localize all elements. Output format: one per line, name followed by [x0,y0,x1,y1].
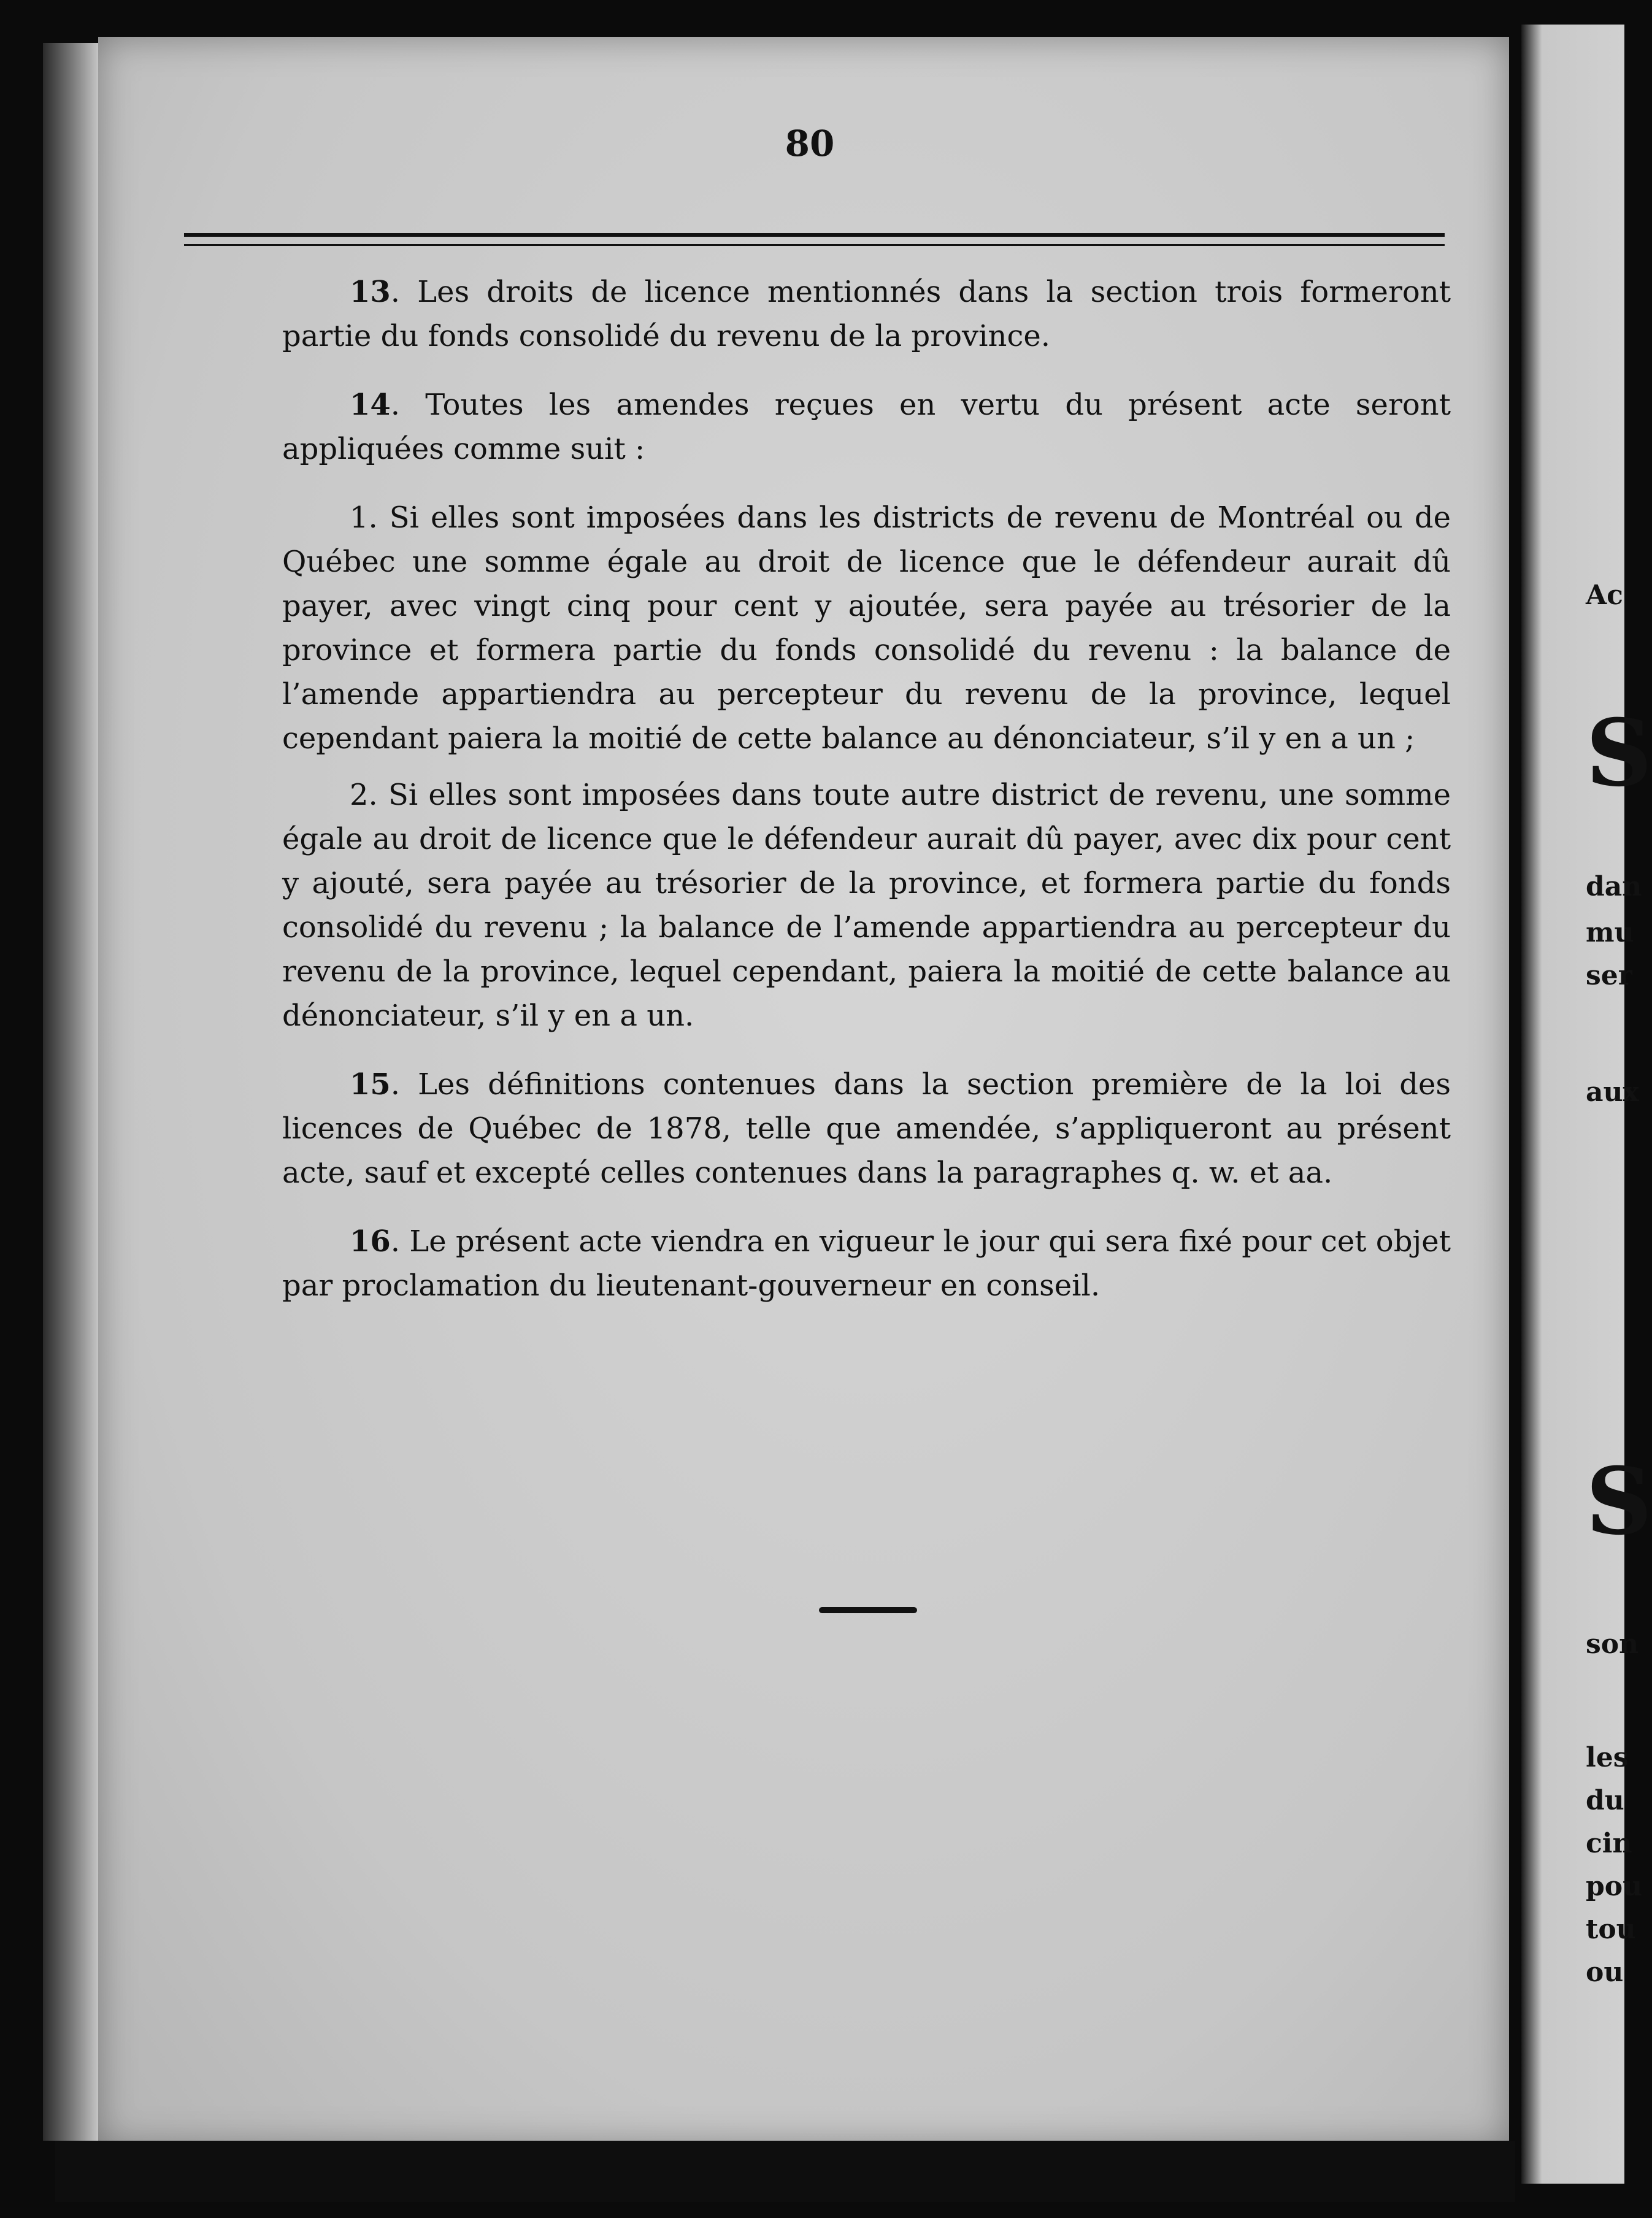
paragraph-text: . Le présent acte viendra en vigueur le jour qui sera fixé pour cet objet par proclamation du lieutenant-gouverneur en conseil. [282,1224,1451,1303]
adjacent-fragment: S [1586,699,1652,807]
adjacent-fragment: tou [1586,1914,1636,1945]
paragraph-15 [282,1062,1451,1195]
adjacent-fragment: S [1586,1448,1652,1556]
header-rule [184,233,1445,246]
paragraph-13 [282,270,1451,358]
paragraph-text: . Les définitions contenues dans la section première de la loi des licences de Québec de 1878, telle que amendée, s’appliqueront au présent acte, sauf et excepté celles contenues dans la paragraphes q. w. et aa. [282,1067,1451,1190]
adjacent-fragment: les [1586,1742,1629,1773]
adjacent-fragment: mu [1586,917,1634,948]
paragraph-text: 2. Si elles sont imposées dans toute autre district de revenu, une somme égale au droit de licence que le défendeur aurait dû payer, avec dix pour cent y ajouté, sera payée au trésorier de la province, et formera partie du fonds consolidé du revenu ; la balance de l’amende appartiendra au percepteur du revenu de la province, lequel cependant, paiera la moitié de cette balance au dénonciateur, s’il y en a un. [282,778,1451,1033]
adjacent-fragment: dan [1586,871,1642,902]
subparagraph-2 [282,773,1451,1038]
scan-bottom-edge [55,2141,1515,2202]
paragraph-text: . Toutes les amendes reçues en vertu du présent acte seront appliquées comme suit : [282,388,1451,466]
section-number: 16 [350,1224,391,1259]
adjacent-fragment: ou [1586,1957,1624,1988]
adjacent-fragment: Ac [1586,580,1623,611]
section-number: 13 [350,275,391,309]
paragraph-text: 1. Si elles sont imposées dans les districts de revenu de Montréal ou de Québec une somme égale au droit de licence que le défendeur aurait dû payer, avec vingt cinq pour cent y ajoutée, sera payée au trésorier de la province et formera partie du fonds consolidé du revenu : la balance de l’amende appartiendra au percepteur du revenu de la province, lequel cependant paiera la moitié de cette balance au dénonciateur, s’il y en a un ; [282,501,1451,756]
adjacent-fragment: pou [1586,1871,1643,1902]
end-ornament-rule [819,1607,917,1613]
section-number: 15 [350,1067,391,1102]
adjacent-fragment: ser [1586,960,1632,991]
page-number: 80 [785,123,835,164]
adjacent-fragment: aux [1586,1076,1639,1108]
paragraph-text: . Les droits de licence mentionnés dans la section trois formeront partie du fonds consolidé du revenu de la province. [282,275,1451,353]
section-number: 14 [350,388,391,422]
page-body [282,270,1451,1332]
paragraph-16 [282,1219,1451,1308]
adjacent-fragment: son [1586,1629,1639,1660]
adjacent-fragment: cin [1586,1828,1632,1859]
adjacent-fragment: du [1586,1785,1624,1816]
paragraph-14 [282,383,1451,471]
subparagraph-1 [282,496,1451,761]
